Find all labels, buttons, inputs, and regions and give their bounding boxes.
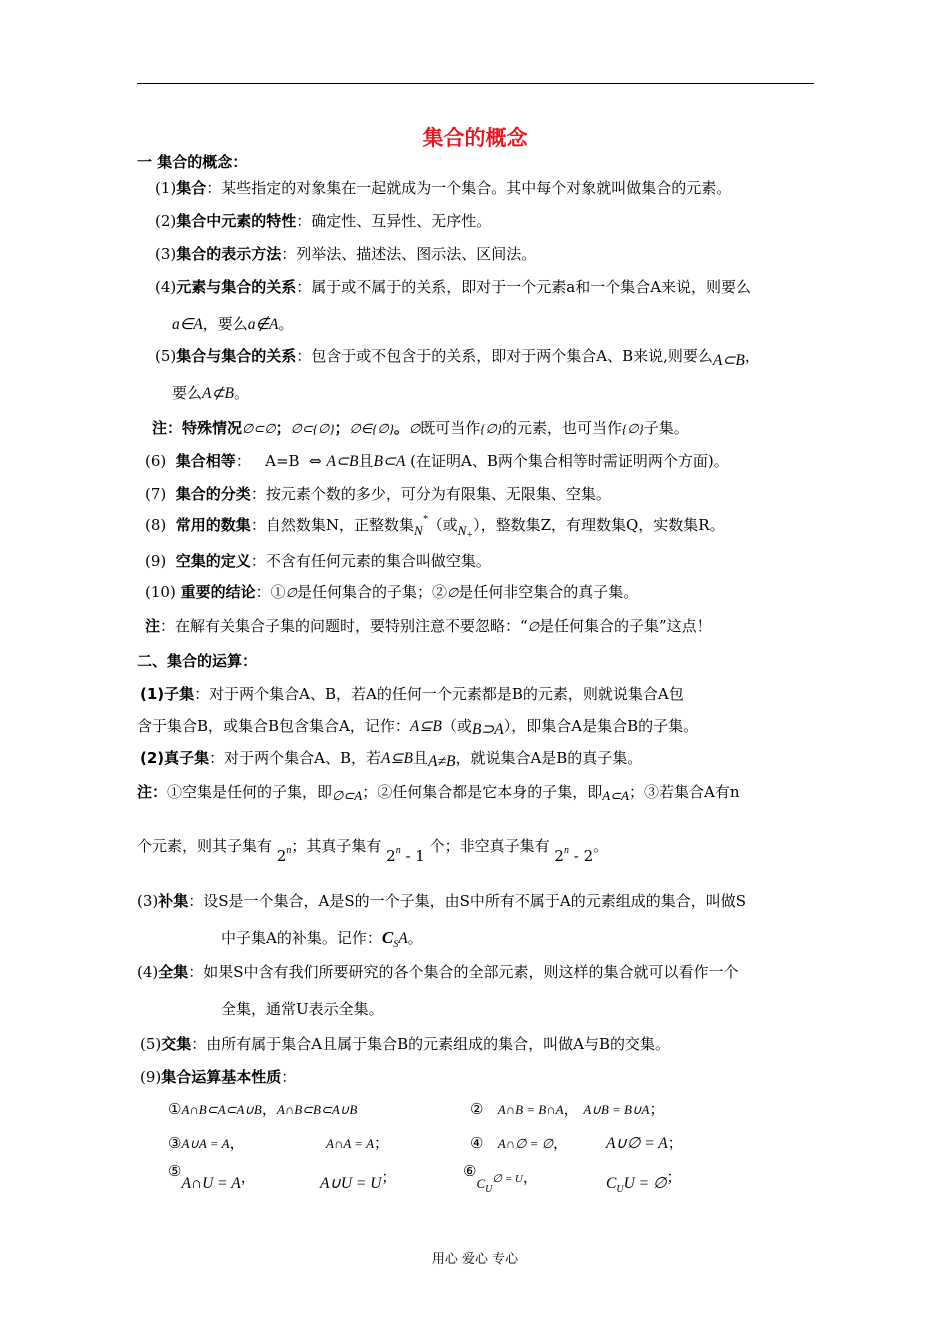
superscript: *: [422, 514, 428, 525]
item-text: ：包含于或不包含于的关系，即对于两个集合A、B来说,则要么: [296, 347, 713, 365]
props-row-3-b: [320, 1168, 397, 1194]
text: ；: [275, 419, 291, 437]
math-expr: ∅∈{∅}: [349, 421, 394, 436]
item-number: (4): [155, 278, 177, 296]
math-expr: A⊆B: [409, 718, 442, 735]
text: ；②任何集合都是它本身的子集，即: [362, 783, 603, 801]
item-2-3: [137, 891, 746, 911]
section-1-heading: 一 集合的概念：: [137, 153, 248, 171]
item-number: (7): [145, 485, 167, 503]
page-footer: 用心 爱心 专心: [431, 1252, 519, 1267]
item-term: 集合中元素的特性: [176, 212, 297, 230]
text: ，: [553, 1134, 569, 1152]
math-expr: ∅⊂∅: [242, 421, 276, 436]
item-2-4-line2: 全集，通常U表示全集。: [221, 1000, 384, 1018]
text: ；: [667, 1134, 683, 1152]
item-1-5-line2: [172, 383, 249, 404]
math-expr: N: [413, 523, 423, 538]
item-term: 子集: [164, 685, 195, 703]
text: 。: [593, 837, 609, 855]
text: ：自然数集N，正整数集: [250, 516, 414, 534]
text: （或: [427, 516, 458, 534]
item-text: ：由所有属于集合A且属于集合B的元素组成的集合，叫做A与B的交集。: [191, 1035, 670, 1053]
props-row-2-d: [606, 1133, 683, 1154]
math-expr: N: [457, 523, 467, 538]
text: 个元素，则其子集有: [137, 837, 273, 855]
text: ：在解有关集合子集的问题时，要特别注意不要忽略：“: [160, 617, 528, 635]
item-1-4-line2: [172, 314, 294, 335]
text: 要么: [172, 384, 203, 402]
math-expr: ∅ = U: [492, 1173, 523, 1185]
item-term: 常用的数集: [175, 516, 251, 534]
text: ，要么: [202, 315, 248, 333]
item-number: (9): [145, 552, 167, 570]
item-text: ：确定性、互异性、无序性。: [296, 212, 492, 230]
note-empty-set: [145, 616, 712, 637]
circled-number: ⑥: [463, 1162, 477, 1180]
item-2-3-line2: [221, 928, 423, 951]
math-expr: A∩B⊂B⊂A∪B: [276, 1102, 358, 1117]
item-term: 集合相等: [175, 452, 236, 470]
props-row-3-d: [606, 1168, 682, 1196]
text: ，: [563, 1100, 579, 1118]
subscript: S: [393, 939, 399, 950]
math-expr: a∉A: [247, 316, 279, 333]
text: 个；非空真子集有: [429, 837, 550, 855]
item-2-1-line2: [137, 716, 698, 737]
item-1-1: [155, 178, 731, 198]
item-term: 全集: [158, 963, 189, 981]
superscript: n: [563, 845, 569, 856]
math-expr: a∈A: [172, 316, 203, 333]
item-1-6: [145, 451, 729, 472]
text: ：对于两个集合A、B，若: [209, 749, 382, 767]
item-term: 集合运算基本性质: [161, 1068, 282, 1086]
item-term: 集合的分类: [175, 485, 251, 503]
superscript: n: [395, 845, 401, 856]
text: 是任何集合的子集”这点！: [539, 617, 712, 635]
math-expr: - 1: [400, 847, 425, 865]
item-number: (4): [137, 963, 159, 981]
text: ，: [229, 1134, 245, 1152]
text: 是任何集合的子集；②: [296, 583, 447, 601]
item-1-10: [145, 582, 638, 603]
item-text: ：某些指定的对象集在一起就成为一个集合。其中每个对象就叫做集合的元素。: [206, 179, 732, 197]
item-2-4: [137, 962, 739, 982]
subscript: U: [616, 1184, 624, 1195]
note-label: 注：: [137, 783, 168, 801]
circled-number: ④: [470, 1134, 484, 1152]
item-2-2: [140, 748, 642, 769]
item-text: ：设S是一个集合，A是S的一个子集，由S中所有不属于A的元素组成的集合，叫做S: [188, 892, 747, 910]
text: 且: [358, 452, 374, 470]
item-1-2: [155, 211, 491, 231]
item-number: (2): [155, 212, 177, 230]
special-case-note: [152, 418, 689, 439]
iff-symbol: ⇔: [309, 452, 322, 470]
math-expr: ∅⊂{∅}: [290, 421, 335, 436]
text: ，: [261, 1100, 277, 1118]
math-expr: A: [398, 930, 408, 947]
math-expr: A∪U = U: [320, 1175, 382, 1192]
item-term: 交集: [161, 1035, 192, 1053]
item-term: 元素与集合的关系: [176, 278, 297, 296]
item-number: (1): [140, 685, 165, 703]
complement-symbol: C: [381, 928, 394, 947]
empty-set-symbol: ∅: [446, 585, 459, 600]
item-text: ：属于或不属于的关系，即对于一个元素a和一个集合A来说，则要么: [296, 278, 752, 296]
text: ；: [666, 1168, 682, 1186]
props-row-2-b: [326, 1133, 389, 1154]
subscript: U: [485, 1184, 493, 1195]
item-2-1: [140, 684, 684, 704]
circled-number: ②: [470, 1100, 484, 1118]
math-expr: B⊃A: [471, 721, 504, 738]
text: ），整数集Z，有理数集Q，实数集R。: [473, 516, 725, 534]
math-expr: {∅}: [480, 421, 503, 436]
math-expr: A∩B⊂A⊂A∪B: [181, 1102, 262, 1117]
props-row-1-left: [168, 1099, 357, 1120]
empty-set-symbol: ∅: [285, 585, 297, 600]
text: ；③若集合A有n: [629, 783, 740, 801]
item-text: ：不含有任何元素的集合叫做空集。: [250, 552, 491, 570]
text: 且: [412, 749, 428, 767]
item-term: 空集的定义: [175, 552, 251, 570]
math-expr: A≠B: [427, 753, 456, 770]
item-text: ：如果S中含有我们所要研究的各个集合的全部元素，则这样的集合就可以看作一个: [188, 963, 739, 981]
math-expr: 2: [554, 847, 564, 865]
item-number: (3): [155, 245, 177, 263]
math-expr: ∅⊂A: [332, 788, 363, 803]
text: ，就说集合A是B的真子集。: [455, 749, 643, 767]
math-expr: A∪∅ = A: [606, 1135, 668, 1152]
item-text: ：按元素个数的多少，可分为有限集、无限集、空集。: [250, 485, 611, 503]
item-term: 集合的表示方法: [176, 245, 282, 263]
empty-set-symbol: ∅: [408, 421, 421, 436]
math-expr: B⊂A: [373, 453, 406, 470]
item-term: 集合与集合的关系: [176, 347, 297, 365]
superscript: n: [286, 845, 292, 856]
text: ：①: [255, 583, 286, 601]
item-term: 真子集: [164, 749, 210, 767]
circled-number: ⑤: [168, 1162, 182, 1180]
item-1-7: [145, 484, 611, 504]
item-1-8: [145, 514, 725, 541]
math-expr: A∪B = B∪A: [583, 1102, 650, 1117]
props-row-3-a: [168, 1162, 256, 1192]
math-expr: A⊄B: [202, 385, 234, 402]
text: （或: [441, 717, 472, 735]
item-number: (10): [145, 583, 176, 601]
item-text: ：列举法、描述法、图示法、区间法。: [281, 245, 537, 263]
props-row-1-right: [470, 1099, 664, 1120]
text: 。: [233, 384, 249, 402]
item-term: 补集: [158, 892, 189, 910]
item-2-9: [140, 1067, 296, 1087]
math-expr: 2: [276, 847, 287, 865]
item-number: (1): [155, 179, 177, 197]
text: 中子集A的补集。记作：: [221, 929, 382, 947]
complement-symbol: C: [476, 1176, 486, 1191]
math-expr: A∩∅ = ∅: [497, 1136, 554, 1151]
item-term: 集合: [176, 179, 207, 197]
item-2-5: [140, 1034, 670, 1054]
text: ），即集合A是集合B的子集。: [503, 717, 699, 735]
text: ：: [235, 452, 251, 470]
circled-number: ①: [168, 1100, 182, 1118]
item-number: (2): [140, 749, 165, 767]
text: ①空集是任何的子集，即: [167, 783, 333, 801]
circled-number: ③: [168, 1134, 182, 1152]
math-expr: A∩B = B∩A: [497, 1102, 564, 1117]
text: 。: [278, 315, 294, 333]
math-expr: A∩A = A: [326, 1136, 375, 1151]
text: 。: [393, 419, 409, 437]
math-expr: A⊂B: [712, 352, 745, 369]
item-text: (在证明A、B两个集合相等时需证明两个方面)。: [410, 452, 729, 470]
props-row-2-c: [470, 1133, 568, 1154]
item-number: (6): [145, 452, 167, 470]
text: 。: [407, 929, 423, 947]
note-subsets: [137, 782, 740, 803]
item-number: (5): [140, 1035, 162, 1053]
math-expr: A⊂B: [326, 453, 359, 470]
item-number: (5): [155, 347, 177, 365]
subscript: +: [466, 530, 474, 541]
props-row-3-c: [463, 1162, 538, 1195]
item-1-3: [155, 244, 536, 264]
math-expr: U = ∅: [623, 1175, 667, 1192]
item-number: (3): [137, 892, 159, 910]
text: ；: [334, 419, 350, 437]
text: ；其真子集有: [291, 837, 382, 855]
text: 子集。: [643, 419, 689, 437]
empty-set-symbol: ∅: [527, 619, 540, 634]
note-label: 注：特殊情况: [152, 419, 243, 437]
text: ，: [522, 1168, 538, 1186]
item-number: (8): [145, 516, 167, 534]
math-expr: A⊂A: [602, 788, 629, 803]
text: ，: [240, 1168, 256, 1186]
text: 是任何非空集合的真子集。: [458, 583, 639, 601]
math-expr: A∩U = A: [181, 1175, 241, 1192]
text: 既可当作: [420, 419, 481, 437]
text: 的元素，也可当作: [502, 419, 623, 437]
math-expr: {∅}: [622, 421, 644, 436]
text: ；: [649, 1100, 665, 1118]
text: ：: [281, 1068, 297, 1086]
complement-symbol: C: [606, 1175, 617, 1192]
note-label: 注: [145, 617, 161, 635]
math-expr: A⊆B: [381, 750, 413, 767]
item-term: 重要的结论: [180, 583, 256, 601]
section-2-heading: 二、集合的运算：: [137, 652, 258, 670]
math-expr: - 2: [568, 847, 594, 865]
math-expr: 2: [386, 847, 396, 865]
item-text: ：对于两个集合A、B，若A的任何一个元素都是B的元素，则就说集合A包: [194, 685, 684, 703]
item-1-4: [155, 277, 751, 297]
text: A=B: [265, 452, 300, 470]
item-1-5: [155, 346, 760, 367]
text: ，: [744, 347, 760, 365]
item-1-9: [145, 551, 491, 571]
header-rule: [137, 83, 814, 84]
text: 含于集合B，或集合B包含集合A，记作：: [137, 717, 410, 735]
props-row-2-a: [168, 1133, 245, 1154]
math-expr: A∪A = A: [181, 1136, 230, 1151]
note-subsets-line2: [137, 836, 609, 865]
page-title: 集合的概念: [422, 126, 528, 150]
text: ；: [381, 1168, 397, 1186]
text: ；: [374, 1134, 390, 1152]
item-number: (9): [140, 1068, 162, 1086]
